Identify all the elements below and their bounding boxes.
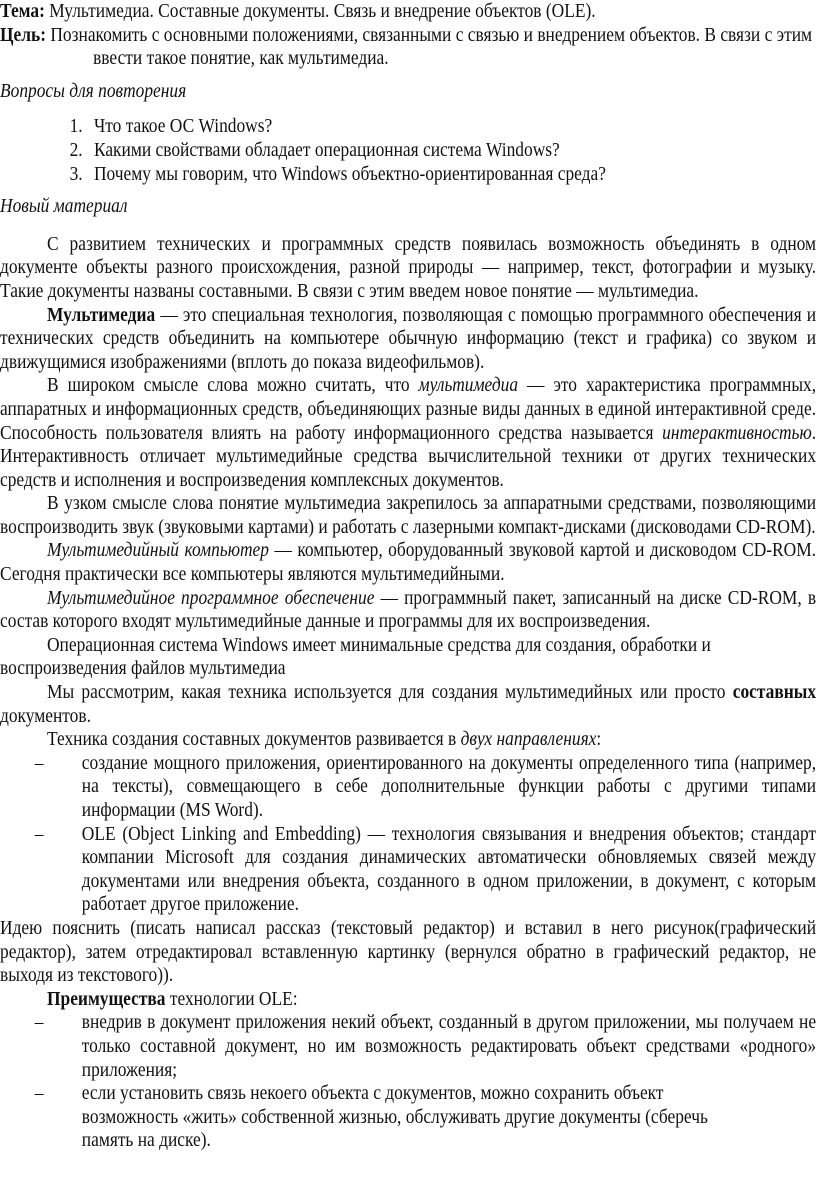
text: . Интерактивность отличает мультимедийные средства вычислительной техники от других технических средств и исполнения и воспроизведения комплексных документов.	[0, 421, 816, 491]
paragraph	[0, 374, 816, 492]
text: технологии OLE:	[165, 987, 298, 1010]
term-italic: Мультимедийное программное обеспечение	[46, 586, 375, 609]
list-item: 2. Какими свойствами обладает операционная система Windows?	[87, 139, 816, 163]
new-material-heading: Новый материал	[0, 195, 128, 218]
text: Техника создания составных документов развивается в	[46, 728, 461, 751]
paragraph: Идею пояснить (писать написал рассказ (текстовый редактор) и вставил в него рисунок(графический редактор), затем отредактировал вставленную картинку (вернулся обратно в графический редактор, не выходя из текстового)).	[0, 916, 816, 987]
list-item: – OLE (Object Linking and Embedding) — технология связывания и внедрения объектов; стандарт компании Microsoft для создания динамических автоматически обновляемых связей между документами или внедрения объекта, созданного в одном приложении, в документ, с которым работает другое приложение.	[82, 823, 816, 917]
text: — это специальная технология, позволяющая с помощью программного обеспечения и технических средств объединить на компьютере обычную информацию (текст и графика) со звуком и движущимися изображениями (вплоть до показа видеофильмов).	[0, 303, 816, 373]
term-bold: Мультимедиа	[46, 303, 156, 326]
term-bold: Преимущества	[46, 987, 166, 1010]
text: Мы рассмотрим, какая техника используется для создания мультимедийных или просто	[46, 681, 733, 704]
term-bold: составных	[732, 681, 816, 704]
topic-line	[0, 0, 816, 24]
text: — компьютер, оборудованный звуковой картой и дисководом CD-ROM. Сегодня практически все компьютеры являются мультимедийными.	[0, 539, 816, 586]
advantages-list	[0, 1011, 816, 1153]
paragraph	[0, 728, 816, 752]
list-item: 3. Почему мы говорим, что Windows объектно-ориентированная среда?	[87, 163, 816, 187]
text: — это характеристика программных, аппаратных и информационных средств, объединяющих разные виды данных в единой интерактивной среде. Способность пользователя влиять на работу информационного средства называется	[0, 374, 816, 444]
text: — программный пакет, записанный на диске CD-ROM, в состав которого входят мультимедийные данные и программы для их воспроизведения.	[0, 586, 816, 633]
goal-line	[0, 24, 816, 71]
topic-label: Тема:	[0, 0, 45, 22]
list-item: – внедрив в документ приложения некий объект, созданный в другом приложении, мы получаем не только составной документ, но им возможность редактировать объект средствами «родного» приложения;	[82, 1011, 816, 1082]
list-item: 1. Что такое ОС Windows?	[87, 115, 816, 139]
term-italic: Мультимедийный компьютер	[46, 539, 269, 562]
term-italic: мультимедиа	[418, 374, 519, 397]
goal-text: Познакомить с основными положениями, связанными с связью и внедрением объектов. В связи с этим ввести такое понятие, как мультимедиа.	[50, 23, 813, 70]
paragraph	[0, 587, 816, 634]
review-questions	[0, 115, 816, 186]
term-italic: интерактивностью	[662, 421, 812, 444]
text: В широком смысле слова можно считать, что	[46, 374, 419, 397]
paragraph	[0, 304, 816, 375]
term-italic: двух направлениях	[460, 728, 597, 751]
paragraph: В узком смысле слова понятие мультимедиа закрепилось за аппаратными средствами, позволяющими воспроизводить звук (звуковыми картами) и работать с лазерными компакт-дисками (дисководами CD-ROM).	[0, 492, 816, 538]
paragraph	[0, 681, 816, 728]
paragraph: С развитием технических и программных средств появилась возможность объединять в одном документе объекты разного происхождения, разной природы — например, текст, фотографии и музыку. Такие документы названы составными. В связи с этим введем новое понятие — мультимедиа.	[0, 232, 816, 302]
list-item: – если установить связь некоего объекта с документов, можно сохранить объект возможность «жить» собственной жизнью, обслуживать другие документы (сберечь память на диске).	[82, 1082, 816, 1153]
directions-list	[0, 752, 816, 917]
text: документов.	[0, 704, 91, 727]
list-item: – создание мощного приложения, ориентированного на документы определенного типа (например, на тексты), совмещающего в себе дополнительные функции работы с другими типами информации (MS Word).	[82, 752, 816, 823]
goal-label: Цель:	[0, 23, 47, 46]
review-heading: Вопросы для повторения	[0, 79, 187, 102]
topic-text: Мультимедиа. Составные документы. Связь и внедрение объектов (OLE).	[49, 0, 596, 22]
paragraph	[0, 539, 816, 586]
paragraph	[0, 988, 816, 1012]
paragraph: Операционная система Windows имеет минимальные средства для создания, обработки и воспроизведения файлов мультимедиа	[0, 633, 711, 680]
text: :	[596, 728, 602, 751]
